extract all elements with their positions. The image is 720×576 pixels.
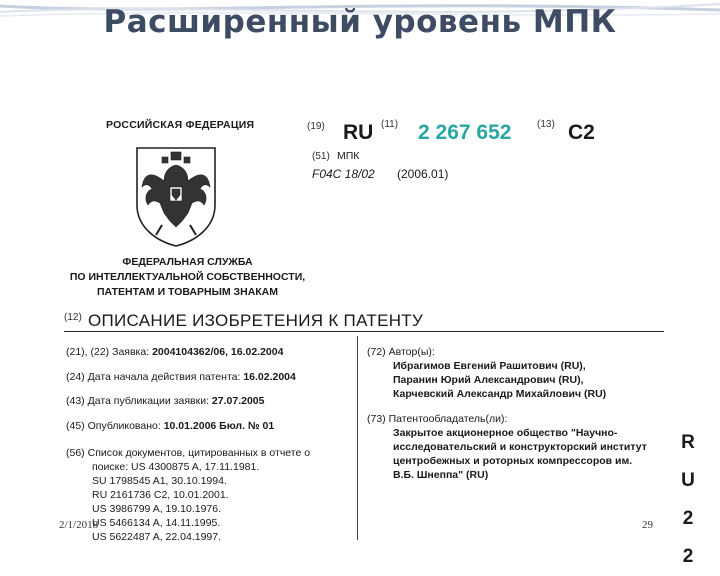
footer-date: 2/1/2018 bbox=[59, 519, 99, 531]
country-name: РОССИЙСКАЯ ФЕДЕРАЦИЯ bbox=[106, 119, 255, 131]
code-19: (19) bbox=[307, 121, 325, 132]
agency-line: ПО ИНТЕЛЛЕКТУАЛЬНОЙ СОБСТВЕННОСТИ, bbox=[69, 271, 306, 283]
country-code: RU bbox=[343, 121, 374, 144]
coat-of-arms-icon bbox=[132, 143, 220, 247]
page-number: 29 bbox=[642, 519, 653, 531]
slide-title: Расширенный уровень МПК bbox=[103, 4, 617, 40]
patent-number: 2 267 652 bbox=[418, 121, 512, 144]
citation-item: US 4300875 A, 17.11.1981. bbox=[131, 461, 260, 473]
agency-name bbox=[50, 255, 325, 300]
citations-code: (56) bbox=[66, 447, 85, 459]
author-name: Паранин Юрий Александрович (RU), bbox=[393, 374, 584, 386]
citation-item: US 5622487 A, 22.04.1997. bbox=[92, 531, 222, 543]
side-patent-code bbox=[675, 424, 701, 576]
owner-line: В.Б. Шнеппа" (RU) bbox=[393, 469, 489, 481]
field-application: (21), (22) Заявка: 2004104362/06, 16.02.2004 bbox=[66, 346, 284, 358]
authors-code: (72) bbox=[367, 346, 386, 358]
side-code-char: R bbox=[681, 432, 695, 453]
code-11: (11) bbox=[381, 119, 399, 130]
agency-line: ФЕДЕРАЛЬНАЯ СЛУЖБА bbox=[122, 256, 253, 268]
ipc-label: МПК bbox=[337, 150, 360, 162]
citation-item: US 3986799 A, 19.10.1976. bbox=[92, 503, 222, 515]
field-start-date: (24) Дата начала действия патента: 16.02.2004 bbox=[66, 371, 296, 383]
owner-line: центробежных и роторных компрессоров им. bbox=[393, 455, 633, 467]
authors-label: Автор(ы): bbox=[388, 346, 435, 358]
code-12: (12) bbox=[64, 312, 82, 323]
citations-label: Список документов, цитированных в отчете о bbox=[87, 447, 311, 459]
divider bbox=[64, 331, 664, 332]
ipc-version: (2006.01) bbox=[397, 167, 449, 181]
field-publication-date: (43) Дата публикации заявки: 27.07.2005 bbox=[66, 395, 265, 407]
author-name: Карчевский Александр Михайлович (RU) bbox=[393, 388, 607, 400]
owner-code: (73) bbox=[367, 413, 386, 425]
citations-label: поиске: bbox=[92, 461, 129, 473]
owner-line: Закрытое акционерное общество "Научно- bbox=[393, 427, 618, 439]
description-title: ОПИСАНИЕ ИЗОБРЕТЕНИЯ К ПАТЕНТУ bbox=[88, 311, 424, 330]
field-citations bbox=[66, 446, 310, 544]
side-code-char: U bbox=[681, 470, 695, 491]
citation-item: RU 2161736 C2, 10.01.2001. bbox=[92, 489, 229, 501]
citation-item: SU 1798545 A1, 30.10.1994. bbox=[92, 475, 227, 487]
code-13: (13) bbox=[537, 119, 555, 130]
field-authors bbox=[367, 345, 606, 401]
code-51: (51) bbox=[312, 151, 330, 162]
column-divider bbox=[357, 336, 358, 540]
author-name: Ибрагимов Евгений Рашитович (RU), bbox=[393, 360, 586, 372]
field-published: (45) Опубликовано: 10.01.2006 Бюл. № 01 bbox=[66, 420, 275, 432]
owner-label: Патентообладатель(ли): bbox=[388, 413, 508, 425]
agency-line: ПАТЕНТАМ И ТОВАРНЫМ ЗНАКАМ bbox=[96, 286, 279, 298]
owner-line: исследовательский и конструкторский институт bbox=[393, 441, 647, 453]
side-code-char: 2 bbox=[682, 508, 694, 529]
field-owner bbox=[367, 412, 647, 482]
citation-item: US 5466134 A, 14.11.1995. bbox=[92, 517, 221, 529]
ipc-class: F04C 18/02 bbox=[312, 167, 375, 181]
patent-kind: C2 bbox=[568, 121, 595, 144]
side-code-char: 2 bbox=[682, 546, 694, 567]
